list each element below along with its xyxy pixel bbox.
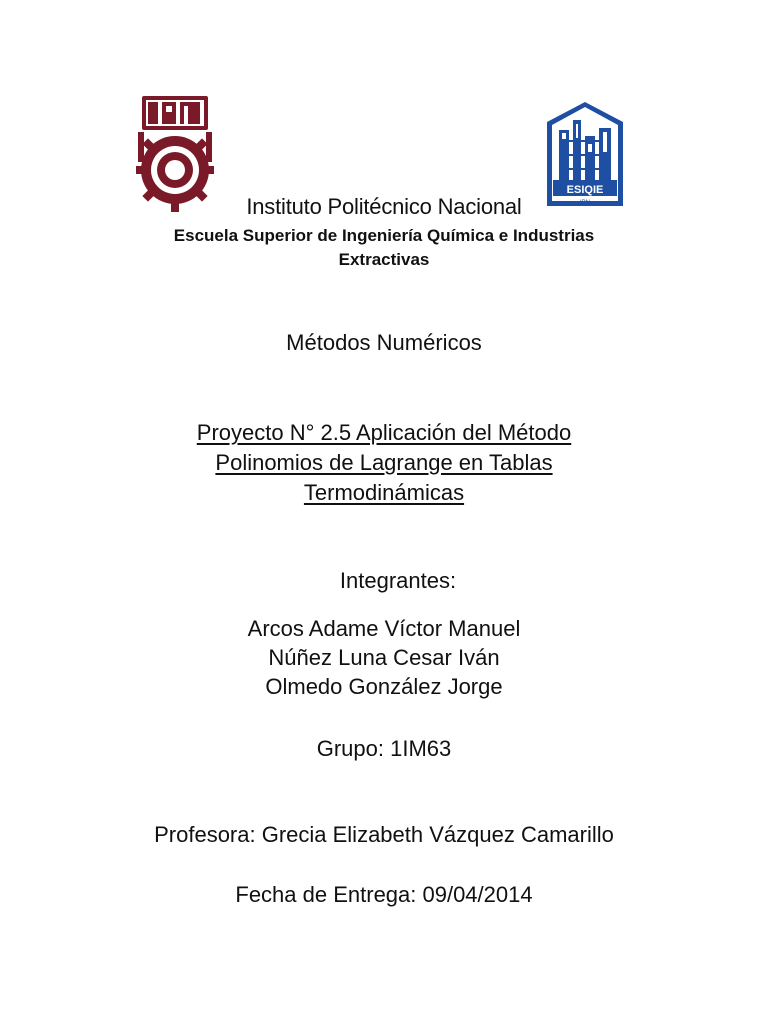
group-label: Grupo: 1IM63 <box>316 736 452 761</box>
project-title-line-1: Proyecto N° 2.5 Aplicación del Método <box>196 420 572 445</box>
esiqie-logo <box>545 100 625 208</box>
members-label: Integrantes: <box>339 568 457 593</box>
member-name: Olmedo González Jorge <box>265 674 503 699</box>
due-date-label: Fecha de Entrega: 09/04/2014 <box>235 882 533 907</box>
teacher-label: Profesora: Grecia Elizabeth Vázquez Camarillo <box>154 822 614 847</box>
school-name: Escuela Superior de Ingeniería Química e Industrias Extractivas <box>173 226 595 269</box>
project-title <box>150 418 618 508</box>
project-title-line-3: Termodinámicas <box>303 480 465 505</box>
member-name: Núñez Luna Cesar Iván <box>268 645 500 670</box>
esiqie-logo-subtext: IPN <box>579 200 591 206</box>
esiqie-logo-text: ESIQIE <box>566 184 604 196</box>
subject-title: Métodos Numéricos <box>286 330 482 355</box>
project-title-line-2: Polinomios de Lagrange en Tablas <box>215 450 553 475</box>
member-name: Arcos Adame Víctor Manuel <box>247 616 521 641</box>
institution-title: Instituto Politécnico Nacional <box>246 194 522 219</box>
